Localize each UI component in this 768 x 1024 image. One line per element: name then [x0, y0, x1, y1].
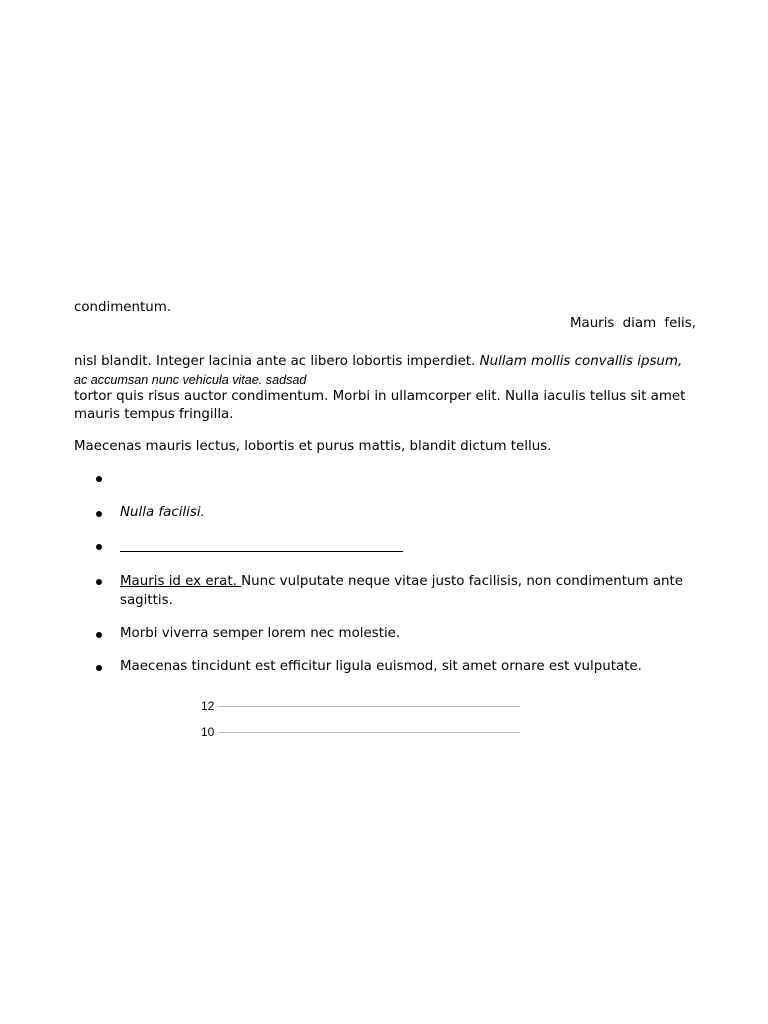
- y-tick-label: 12: [201, 699, 215, 713]
- list-item: Maecenas tincidunt est efficitur ligula euismod, sit amet ornare est vulputate.: [120, 659, 642, 674]
- bullet-icon: [96, 476, 102, 482]
- blank-underline: [120, 551, 403, 552]
- paragraph-line: [74, 352, 682, 371]
- list-item-continuation: sagittis.: [120, 593, 173, 608]
- bullet-icon: [96, 579, 102, 585]
- gridline: [218, 706, 520, 707]
- text-run: nisl blandit. Integer lacinia ante ac libero lobortis imperdiet.: [74, 354, 480, 369]
- bullet-icon: [96, 632, 102, 638]
- bullet-icon: [96, 665, 102, 671]
- bullet-icon: [96, 511, 102, 517]
- italic-text-run: Nullam mollis convallis ipsum,: [479, 354, 683, 369]
- paragraph-maecenas: Maecenas mauris lectus, lobortis et purus mattis, blandit dictum tellus.: [74, 439, 552, 454]
- paragraph-condimentum: condimentum.: [74, 300, 172, 315]
- list-item: [120, 572, 683, 591]
- y-tick-label: 10: [201, 725, 215, 739]
- bullet-icon: [96, 544, 102, 550]
- list-item: Nulla facilisi.: [120, 505, 205, 520]
- list-item: Morbi viverra semper lorem nec molestie.: [120, 626, 401, 641]
- paragraph-line: mauris tempus fringilla.: [74, 407, 234, 422]
- text-run: Nunc vulputate neque vitae justo facilisis, non condimentum ante: [241, 574, 683, 589]
- italic-small-line: ac accumsan nunc vehicula vitae. sadsad: [74, 373, 307, 387]
- paragraph-right-aligned: Mauris diam felis,: [569, 316, 696, 331]
- underlined-text-run: Mauris id ex erat.: [120, 574, 242, 589]
- paragraph-line: tortor quis risus auctor condimentum. Morbi in ullamcorper elit. Nulla iaculis tellus sit amet: [74, 389, 686, 404]
- chart-fragment: [196, 700, 526, 756]
- gridline: [218, 732, 520, 733]
